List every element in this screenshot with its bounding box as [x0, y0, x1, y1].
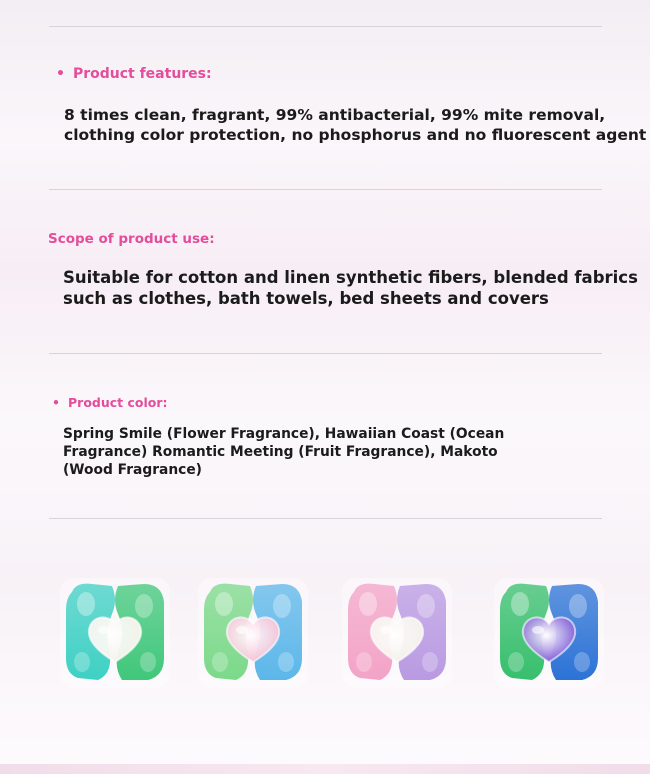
features-line-2: clothing color protection, no phosphorus and no fluorescent agent — [64, 126, 647, 144]
product-color-text — [63, 425, 504, 479]
product-features-heading — [56, 66, 212, 82]
divider-2 — [49, 353, 602, 354]
scope-line-2: such as clothes, bath towels, bed sheets and covers — [63, 289, 549, 308]
product-features-title: Product features: — [72, 66, 212, 82]
makoto-pod-icon — [486, 570, 612, 696]
color-line-3: (Wood Fragrance) — [63, 462, 202, 478]
divider-1 — [49, 189, 602, 190]
bullet: • — [52, 395, 60, 410]
product-color-title: Product color: — [68, 395, 168, 410]
scope-text — [63, 267, 638, 309]
scope-heading — [48, 231, 215, 247]
pod-3-romantic-meeting — [334, 570, 460, 696]
divider-top — [49, 26, 602, 27]
bottom-band — [0, 764, 650, 774]
romantic-meeting-pod-icon — [334, 570, 460, 696]
pod-2-hawaiian-coast — [190, 570, 316, 696]
pod-1-spring-smile — [52, 570, 178, 696]
hawaiian-coast-pod-icon — [190, 570, 316, 696]
pod-4-makoto — [486, 570, 612, 696]
scope-title: Scope of product use: — [48, 231, 215, 247]
product-features-text — [64, 105, 646, 145]
laundry-pods-row — [40, 570, 620, 700]
color-line-2: Fragrance) Romantic Meeting (Fruit Fragrance), Makoto — [63, 444, 498, 460]
product-color-heading — [52, 395, 168, 410]
bullet: • — [56, 66, 65, 82]
divider-3 — [49, 518, 602, 519]
spring-smile-pod-icon — [52, 570, 178, 696]
features-line-1: 8 times clean, fragrant, 99% antibacterial, 99% mite removal, — [64, 106, 606, 124]
scope-line-1: Suitable for cotton and linen synthetic fibers, blended fabrics — [63, 268, 638, 287]
color-line-1: Spring Smile (Flower Fragrance), Hawaiian Coast (Ocean — [63, 426, 505, 442]
